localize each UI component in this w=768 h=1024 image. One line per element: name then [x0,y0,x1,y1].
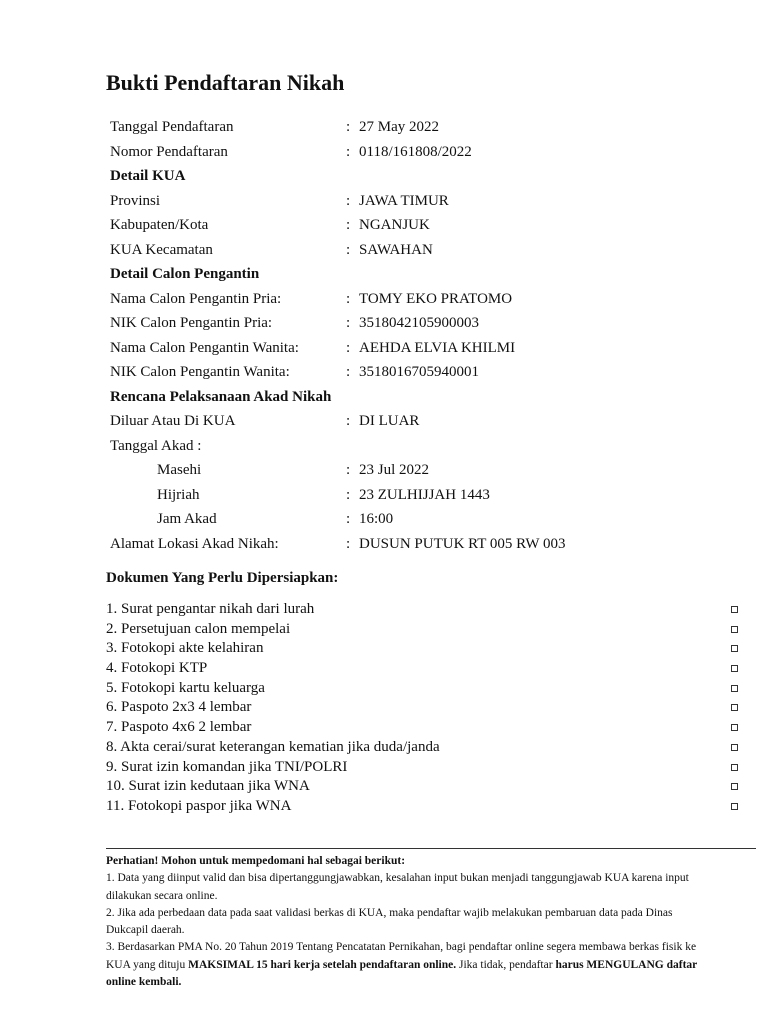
detail-row [110,507,710,532]
page-title: Bukti Pendaftaran Nikah [106,70,345,95]
section-heading [110,262,710,287]
detail-separator: : [346,413,351,429]
detail-row [110,434,710,459]
detail-value: DI LUAR [359,413,420,429]
detail-separator: : [346,462,351,478]
detail-value: SAWAHAN [359,241,433,258]
document-item [106,639,742,659]
document-label: 3. Fotokopi akte kelahiran [106,640,264,657]
detail-value: 23 ZULHIJJAH 1443 [359,486,490,503]
checkbox-icon [731,665,738,672]
note-text: 3. Berdasarkan PMA No. 20 Tahun 2019 Tentang Pencatatan Pernikahan, bagi pendaftar online segera membawa berkas fisik ke KUA yang dituju [106,941,697,971]
document-item [106,777,742,797]
document-label: 11. Fotokopi paspor jika WNA [106,797,292,814]
detail-label: Nama Calon Pengantin Wanita: [110,339,299,356]
checkbox-icon [731,645,738,652]
detail-separator: : [346,290,351,307]
section-heading [110,385,710,410]
document-label: 9. Surat izin komandan jika TNI/POLRI [106,758,348,775]
detail-label: Nama Calon Pengantin Pria: [110,290,282,307]
detail-label: Kabupaten/Kota [110,217,209,233]
detail-value: 3518016705940001 [359,364,479,380]
detail-label: Alamat Lokasi Akad Nikah: [110,535,279,552]
checkbox-icon [731,744,738,751]
document-item [106,600,742,620]
detail-value: DUSUN PUTUK RT 005 RW 003 [359,535,566,552]
detail-value: JAWA TIMUR [359,192,449,209]
detail-separator: : [346,241,351,258]
document-item [106,659,742,679]
detail-value: 0118/161808/2022 [359,143,472,160]
detail-row [110,238,710,263]
document-label: 6. Paspoto 2x3 4 lembar [106,699,252,716]
detail-label: KUA Kecamatan [110,241,213,258]
documents-checklist [106,600,742,817]
document-label: 5. Fotokopi kartu keluarga [106,679,265,696]
detail-label: Jam Akad [157,511,217,527]
detail-label: Detail Calon Pengantin [110,266,260,282]
detail-separator: : [346,217,351,233]
divider [106,848,756,849]
checkbox-icon [731,803,738,810]
detail-separator: : [346,192,351,209]
registration-details [110,115,710,556]
document-label: 10. Surat izin kedutaan jika WNA [106,778,310,795]
notes-section [106,853,706,991]
detail-label: Hijriah [157,486,200,503]
document-label: 1. Surat pengantar nikah dari lurah [106,601,315,617]
document-label: 7. Paspoto 4x6 2 lembar [106,719,252,736]
checkbox-icon [731,685,738,692]
document-item [106,620,742,640]
detail-label: NIK Calon Pengantin Wanita: [110,364,290,380]
detail-row [110,189,710,214]
detail-label: Rencana Pelaksanaan Akad Nikah [110,388,332,405]
detail-row [110,532,710,557]
note-emphasis: MAKSIMAL 15 hari kerja setelah pendaftaran online. [188,958,457,971]
detail-label: Nomor Pendaftaran [110,143,228,160]
detail-value: NGANJUK [359,217,430,233]
checkbox-icon [731,606,738,613]
note-item: 2. Jika ada perbedaan data pada saat validasi berkas di KUA, maka pendaftar wajib melakukan pembaruan data pada Dinas Dukcapil daerah. [106,906,673,937]
detail-row [110,140,710,165]
detail-separator: : [346,143,351,160]
detail-label: NIK Calon Pengantin Pria: [110,315,273,331]
detail-row [110,311,710,336]
document-item [106,738,742,758]
document-item [106,718,742,738]
detail-value: 3518042105900003 [359,315,479,331]
note-emphasis: harus MENGULANG daftar online kembali. [106,958,698,989]
section-heading [110,164,710,189]
detail-value: 27 May 2022 [359,119,439,135]
document-label: 8. Akta cerai/surat keterangan kematian jika duda/janda [106,738,440,755]
detail-label: Tanggal Pendaftaran [110,119,234,135]
documents-heading: Dokumen Yang Perlu Dipersiapkan: [106,570,339,586]
detail-label: Masehi [157,462,202,478]
detail-row [110,360,710,385]
checkbox-icon [731,626,738,633]
detail-row [110,458,710,483]
detail-separator: : [346,486,351,503]
detail-separator: : [346,339,351,356]
checkbox-icon [731,704,738,711]
checkbox-icon [731,764,738,771]
detail-row [110,409,710,434]
document-label: 2. Persetujuan calon mempelai [106,620,291,637]
note-item: 1. Data yang diinput valid dan bisa dipertanggungjawabkan, kesalahan input bukan menjadi tanggungjawab KUA karena input dilakukan secara online. [106,872,689,902]
detail-row [110,287,710,312]
detail-separator: : [346,315,351,331]
detail-separator: : [346,119,351,135]
detail-row [110,336,710,361]
detail-separator: : [346,535,351,552]
detail-value: TOMY EKO PRATOMO [359,290,513,307]
detail-row [110,115,710,140]
detail-value: 16:00 [359,511,394,527]
document-item [106,797,742,817]
detail-label: Provinsi [110,192,161,209]
checkbox-icon [731,783,738,790]
detail-separator: : [346,511,351,527]
note-text: Jika tidak, pendaftar [456,958,556,971]
checkbox-icon [731,724,738,731]
detail-label: Detail KUA [110,168,186,184]
detail-label: Tanggal Akad : [110,437,202,454]
detail-separator: : [346,364,351,380]
document-item [106,679,742,699]
note-item [106,939,706,991]
detail-value: AEHDA ELVIA KHILMI [359,339,516,356]
notes-heading: Perhatian! Mohon untuk mempedomani hal sebagai berikut: [106,855,406,867]
detail-value: 23 Jul 2022 [359,462,430,478]
document-item [106,758,742,778]
detail-row [110,213,710,238]
document-label: 4. Fotokopi KTP [106,660,208,677]
detail-row [110,483,710,508]
detail-label: Diluar Atau Di KUA [110,413,236,429]
document-item [106,698,742,718]
